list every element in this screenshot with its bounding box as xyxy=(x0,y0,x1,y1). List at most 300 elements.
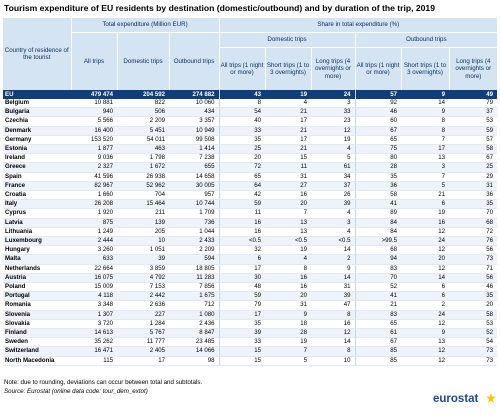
value-cell: 17 xyxy=(117,356,169,365)
value-cell: 17 xyxy=(265,117,311,126)
value-cell: <0.5 xyxy=(311,237,355,246)
value-cell: 9 036 xyxy=(71,154,117,163)
eurostat-logo: eurostat xyxy=(433,393,479,405)
value-cell: 2 436 xyxy=(169,319,219,328)
value-cell: 82 967 xyxy=(71,181,117,190)
value-cell: 9 xyxy=(401,329,449,338)
value-cell: 35 xyxy=(449,200,497,209)
value-cell: 16 xyxy=(401,218,449,227)
value-cell: 25 xyxy=(219,145,265,154)
value-cell: 35 xyxy=(219,135,265,144)
table-row xyxy=(3,218,497,227)
value-cell: 19 xyxy=(265,246,311,255)
value-cell: 21 xyxy=(265,126,311,135)
value-cell: 4 792 xyxy=(117,273,169,282)
value-cell: 32 xyxy=(219,246,265,255)
table-row xyxy=(3,126,497,135)
value-cell: 8 xyxy=(219,99,265,108)
value-cell: 12 xyxy=(401,264,449,273)
table-row xyxy=(3,108,497,117)
value-cell: 10 xyxy=(311,356,355,365)
value-cell: 29 xyxy=(449,172,497,181)
value-cell: 64 xyxy=(219,181,265,190)
country-cell: Italy xyxy=(3,200,71,209)
value-cell: 36 xyxy=(449,191,497,200)
value-cell: 5 xyxy=(265,356,311,365)
table-row xyxy=(3,246,497,255)
country-cell: Austria xyxy=(3,273,71,282)
value-cell: 34 xyxy=(311,172,355,181)
table-row xyxy=(3,264,497,273)
value-cell: 11 xyxy=(219,209,265,218)
header-out-long: Long trips (4 overnights or more) xyxy=(449,48,497,91)
value-cell: 17 xyxy=(219,310,265,319)
value-cell: 52 xyxy=(449,329,497,338)
value-cell: 14 613 xyxy=(71,329,117,338)
value-cell: 17 xyxy=(265,135,311,144)
value-cell: 227 xyxy=(117,310,169,319)
value-cell: 3 720 xyxy=(71,319,117,328)
header-dom-all: All trips (1 night or more) xyxy=(219,48,265,91)
country-cell: Spain xyxy=(3,172,71,181)
value-cell: 83 xyxy=(355,264,401,273)
value-cell: 3 260 xyxy=(71,246,117,255)
value-cell: 24 xyxy=(401,310,449,319)
value-cell: 83 xyxy=(355,310,401,319)
value-cell: 43 xyxy=(219,90,265,99)
country-cell: Malta xyxy=(3,255,71,264)
value-cell: 61 xyxy=(311,163,355,172)
value-cell: 1 798 xyxy=(117,154,169,163)
eurostat-star-icon xyxy=(486,393,496,403)
table-row xyxy=(3,237,497,246)
value-cell: 75 xyxy=(355,145,401,154)
value-cell: 736 xyxy=(169,218,219,227)
value-cell: 10 xyxy=(117,237,169,246)
value-cell: 37 xyxy=(311,181,355,190)
value-cell: 1 920 xyxy=(71,209,117,218)
table-row xyxy=(3,181,497,190)
value-cell: 41 xyxy=(355,200,401,209)
table-row xyxy=(3,356,497,365)
value-cell: 33 xyxy=(219,126,265,135)
value-cell: 46 xyxy=(449,283,497,292)
value-cell: 30 005 xyxy=(169,181,219,190)
table-row xyxy=(3,283,497,292)
value-cell: 9 xyxy=(401,108,449,117)
value-cell: 52 962 xyxy=(117,181,169,190)
value-cell: 7 xyxy=(401,172,449,181)
value-cell: 21 xyxy=(265,108,311,117)
table-row xyxy=(3,301,497,310)
value-cell: 9 xyxy=(311,264,355,273)
table-row xyxy=(3,292,497,301)
value-cell: 3 859 xyxy=(117,264,169,273)
value-cell: 3 xyxy=(401,163,449,172)
value-cell: 9 xyxy=(265,310,311,319)
value-cell: 18 805 xyxy=(169,264,219,273)
value-cell: 23 485 xyxy=(169,338,219,347)
value-cell: 80 xyxy=(355,154,401,163)
header-domestic-group: Domestic trips xyxy=(219,33,355,48)
value-cell: 1 044 xyxy=(169,227,219,236)
value-cell: 14 066 xyxy=(169,347,219,356)
value-cell: 2 xyxy=(401,301,449,310)
value-cell: 85 xyxy=(355,347,401,356)
value-cell: 1 051 xyxy=(117,246,169,255)
value-cell: 10 949 xyxy=(169,126,219,135)
value-cell: 5 xyxy=(401,181,449,190)
expenditure-table xyxy=(3,18,497,366)
value-cell: 5 451 xyxy=(117,126,169,135)
table-row xyxy=(3,273,497,282)
value-cell: 15 xyxy=(219,356,265,365)
header-all-trips: All trips xyxy=(71,33,117,91)
value-cell: 3 xyxy=(311,99,355,108)
value-cell: 12 xyxy=(311,329,355,338)
value-cell: 7 153 xyxy=(117,283,169,292)
value-cell: 7 238 xyxy=(169,154,219,163)
table-row xyxy=(3,145,497,154)
value-cell: 25 xyxy=(449,163,497,172)
country-cell: EU xyxy=(3,90,71,99)
value-cell: 30 xyxy=(219,273,265,282)
value-cell: 16 xyxy=(265,273,311,282)
country-cell: Estonia xyxy=(3,145,71,154)
table-row xyxy=(3,172,497,181)
value-cell: 4 118 xyxy=(71,292,117,301)
value-cell: 10 060 xyxy=(169,99,219,108)
value-cell: 479 474 xyxy=(71,90,117,99)
value-cell: 633 xyxy=(71,255,117,264)
value-cell: 16 xyxy=(311,319,355,328)
value-cell: 2 636 xyxy=(117,301,169,310)
header-dom-short: Short trips (1 to 3 overnights) xyxy=(265,48,311,91)
value-cell: 67 xyxy=(355,126,401,135)
value-cell: 14 xyxy=(311,338,355,347)
value-cell: 17 xyxy=(401,145,449,154)
value-cell: >99.5 xyxy=(355,237,401,246)
country-cell: Belgium xyxy=(3,99,71,108)
value-cell: 39 xyxy=(117,255,169,264)
value-cell: 61 xyxy=(355,329,401,338)
country-cell: Portugal xyxy=(3,292,71,301)
value-cell: 1 672 xyxy=(117,163,169,172)
table-row xyxy=(3,255,497,264)
value-cell: 56 xyxy=(449,246,497,255)
country-cell: North Macedonia xyxy=(3,356,71,365)
value-cell: 35 xyxy=(355,172,401,181)
value-cell: 79 xyxy=(449,99,497,108)
value-cell: 12 xyxy=(401,356,449,365)
table-title: Tourism expenditure of EU residents by destination (domestic/outbound) and by duration of the trip, 2019 xyxy=(4,3,435,13)
country-cell: Denmark xyxy=(3,126,71,135)
value-cell: 39 xyxy=(311,200,355,209)
value-cell: 33 xyxy=(219,338,265,347)
country-cell: Luxembourg xyxy=(3,237,71,246)
value-cell: 49 xyxy=(449,90,497,99)
value-cell: 14 658 xyxy=(169,172,219,181)
value-cell: 84 xyxy=(355,218,401,227)
value-cell: 28 xyxy=(265,329,311,338)
value-cell: 594 xyxy=(169,255,219,264)
value-cell: 24 xyxy=(401,237,449,246)
value-cell: 14 xyxy=(311,246,355,255)
country-cell: Lithuania xyxy=(3,227,71,236)
value-cell: 15 464 xyxy=(117,200,169,209)
country-cell: Slovakia xyxy=(3,319,71,328)
value-cell: 5 xyxy=(311,154,355,163)
value-cell: 13 xyxy=(265,218,311,227)
value-cell: 31 xyxy=(311,283,355,292)
value-cell: 73 xyxy=(449,356,497,365)
value-cell: 89 xyxy=(355,209,401,218)
value-cell: 5 566 xyxy=(71,117,117,126)
value-cell: 12 xyxy=(311,126,355,135)
value-cell: 13 xyxy=(401,338,449,347)
value-cell: 94 xyxy=(355,255,401,264)
value-cell: 4 xyxy=(311,145,355,154)
table-row xyxy=(3,163,497,172)
country-cell: Poland xyxy=(3,283,71,292)
value-cell: 16 xyxy=(219,227,265,236)
header-country: Country of residence of the tourist xyxy=(3,18,71,90)
value-cell: 41 xyxy=(355,292,401,301)
value-cell: 16 xyxy=(265,283,311,292)
value-cell: 23 xyxy=(311,117,355,126)
value-cell: 42 xyxy=(219,191,265,200)
value-cell: 36 xyxy=(355,181,401,190)
table-row xyxy=(3,347,497,356)
value-cell: 8 xyxy=(265,264,311,273)
value-cell: 39 xyxy=(311,292,355,301)
value-cell: 211 xyxy=(117,209,169,218)
country-cell: Slovenia xyxy=(3,310,71,319)
value-cell: 16 xyxy=(219,218,265,227)
country-cell: Croatia xyxy=(3,191,71,200)
header-out-short: Short trips (1 to 3 overnights) xyxy=(401,48,449,91)
value-cell: 58 xyxy=(355,191,401,200)
value-cell: 14 xyxy=(401,273,449,282)
value-cell: 20 xyxy=(219,154,265,163)
eu-total-row xyxy=(3,90,497,99)
value-cell: 940 xyxy=(71,108,117,117)
value-cell: 19 xyxy=(265,338,311,347)
value-cell: 4 xyxy=(265,255,311,264)
country-cell: Latvia xyxy=(3,218,71,227)
table-row xyxy=(3,319,497,328)
value-cell: 33 xyxy=(311,108,355,117)
value-cell: 7 856 xyxy=(169,283,219,292)
country-cell: Bulgaria xyxy=(3,108,71,117)
table-row xyxy=(3,135,497,144)
country-cell: Ireland xyxy=(3,154,71,163)
value-cell: 31 xyxy=(265,301,311,310)
value-cell: 822 xyxy=(117,99,169,108)
table-row xyxy=(3,209,497,218)
value-cell: 20 xyxy=(265,292,311,301)
value-cell: 10 744 xyxy=(169,200,219,209)
value-cell: 76 xyxy=(449,237,497,246)
value-cell: 2 209 xyxy=(117,117,169,126)
value-cell: 204 592 xyxy=(117,90,169,99)
value-cell: 704 xyxy=(117,191,169,200)
value-cell: 8 xyxy=(401,117,449,126)
value-cell: 15 009 xyxy=(71,283,117,292)
value-cell: 14 xyxy=(311,273,355,282)
value-cell: 8 xyxy=(401,126,449,135)
value-cell: 1 877 xyxy=(71,145,117,154)
value-cell: 48 xyxy=(219,283,265,292)
table-row xyxy=(3,310,497,319)
country-cell: Romania xyxy=(3,301,71,310)
value-cell: 70 xyxy=(449,209,497,218)
value-cell: 99 508 xyxy=(169,135,219,144)
rounding-note: Note: due to rounding, deviations can occur between total and subtotals. xyxy=(4,379,203,386)
value-cell: 12 xyxy=(401,347,449,356)
value-cell: 16 075 xyxy=(71,273,117,282)
value-cell: 7 xyxy=(265,347,311,356)
value-cell: 53 xyxy=(449,319,497,328)
value-cell: 2 327 xyxy=(71,163,117,172)
table-row xyxy=(3,227,497,236)
value-cell: 4 xyxy=(265,99,311,108)
value-cell: 22 664 xyxy=(71,264,117,273)
value-cell: 1 249 xyxy=(71,227,117,236)
value-cell: 11 xyxy=(265,163,311,172)
header-outbound-group: Outbound trips xyxy=(355,33,497,48)
value-cell: 60 xyxy=(355,117,401,126)
value-cell: 7 xyxy=(401,135,449,144)
value-cell: 1 414 xyxy=(169,145,219,154)
value-cell: 15 xyxy=(265,154,311,163)
value-cell: 20 xyxy=(265,200,311,209)
value-cell: 41 596 xyxy=(71,172,117,181)
value-cell: 54 xyxy=(449,338,497,347)
table-row xyxy=(3,338,497,347)
value-cell: 4 xyxy=(311,227,355,236)
value-cell: 274 882 xyxy=(169,90,219,99)
table-row xyxy=(3,117,497,126)
value-cell: 73 xyxy=(449,347,497,356)
value-cell: 7 xyxy=(265,209,311,218)
value-cell: 9 xyxy=(401,90,449,99)
value-cell: 92 xyxy=(355,99,401,108)
value-cell: 35 xyxy=(219,319,265,328)
value-cell: 28 xyxy=(355,163,401,172)
value-cell: 2 405 xyxy=(117,347,169,356)
value-cell: 21 xyxy=(401,191,449,200)
value-cell: 59 xyxy=(219,292,265,301)
value-cell: 26 xyxy=(311,191,355,200)
value-cell: 67 xyxy=(355,338,401,347)
value-cell: 463 xyxy=(117,145,169,154)
value-cell: 11 777 xyxy=(117,338,169,347)
value-cell: 72 xyxy=(449,227,497,236)
value-cell: 14 xyxy=(401,99,449,108)
value-cell: 46 xyxy=(355,108,401,117)
value-cell: 3 xyxy=(311,218,355,227)
value-cell: 65 xyxy=(219,172,265,181)
country-cell: Germany xyxy=(3,135,71,144)
value-cell: <0.5 xyxy=(219,237,265,246)
value-cell: 16 xyxy=(265,191,311,200)
value-cell: 1 660 xyxy=(71,191,117,200)
value-cell: 2 xyxy=(311,255,355,264)
value-cell: 15 xyxy=(219,347,265,356)
value-cell: 24 xyxy=(311,90,355,99)
table-row xyxy=(3,329,497,338)
value-cell: 54 xyxy=(219,108,265,117)
value-cell: 205 xyxy=(117,227,169,236)
country-cell: Czechia xyxy=(3,117,71,126)
value-cell: 59 xyxy=(219,200,265,209)
value-cell: 26 208 xyxy=(71,200,117,209)
value-cell: 19 xyxy=(265,90,311,99)
value-cell: 20 xyxy=(449,301,497,310)
value-cell: 53 xyxy=(449,117,497,126)
value-cell: 655 xyxy=(169,163,219,172)
value-cell: 1 080 xyxy=(169,310,219,319)
value-cell: 65 xyxy=(355,319,401,328)
source-note: Source: Eurostat (online data code: tour_dem_extot) xyxy=(4,388,148,395)
value-cell: 1 675 xyxy=(169,292,219,301)
value-cell: 2 433 xyxy=(169,237,219,246)
value-cell: 84 xyxy=(355,227,401,236)
value-cell: 8 xyxy=(311,347,355,356)
value-cell: 40 xyxy=(219,117,265,126)
value-cell: 139 xyxy=(117,218,169,227)
value-cell: 2 209 xyxy=(169,246,219,255)
value-cell: 712 xyxy=(169,301,219,310)
country-cell: Finland xyxy=(3,329,71,338)
value-cell: 3 348 xyxy=(71,301,117,310)
value-cell: 957 xyxy=(169,191,219,200)
value-cell: 17 xyxy=(219,264,265,273)
value-cell: 1 307 xyxy=(71,310,117,319)
value-cell: 16 471 xyxy=(71,347,117,356)
value-cell: 2 442 xyxy=(117,292,169,301)
value-cell: <0.5 xyxy=(265,237,311,246)
country-cell: Hungary xyxy=(3,246,71,255)
table-row xyxy=(3,154,497,163)
value-cell: 39 xyxy=(219,329,265,338)
value-cell: 8 xyxy=(311,310,355,319)
value-cell: 27 xyxy=(265,181,311,190)
header-out-all: All trips (1 night or more) xyxy=(355,48,401,91)
value-cell: 47 xyxy=(311,301,355,310)
value-cell: 6 xyxy=(219,255,265,264)
country-cell: Sweden xyxy=(3,338,71,347)
value-cell: 506 xyxy=(117,108,169,117)
table-body xyxy=(3,90,497,365)
header-share-expenditure: Share in total expenditure (%) xyxy=(219,18,497,33)
country-cell: France xyxy=(3,181,71,190)
value-cell: 3 357 xyxy=(169,117,219,126)
value-cell: 58 xyxy=(449,145,497,154)
value-cell: 73 xyxy=(449,255,497,264)
value-cell: 67 xyxy=(449,154,497,163)
value-cell: 19 xyxy=(401,209,449,218)
value-cell: 875 xyxy=(71,218,117,227)
header-domestic-trips: Domestic trips xyxy=(117,33,169,91)
value-cell: 72 xyxy=(219,163,265,172)
value-cell: 11 283 xyxy=(169,273,219,282)
value-cell: 26 938 xyxy=(117,172,169,181)
header-total-expenditure: Total expenditure (Million EUR) xyxy=(71,18,219,33)
value-cell: 35 xyxy=(449,292,497,301)
value-cell: 65 xyxy=(355,135,401,144)
